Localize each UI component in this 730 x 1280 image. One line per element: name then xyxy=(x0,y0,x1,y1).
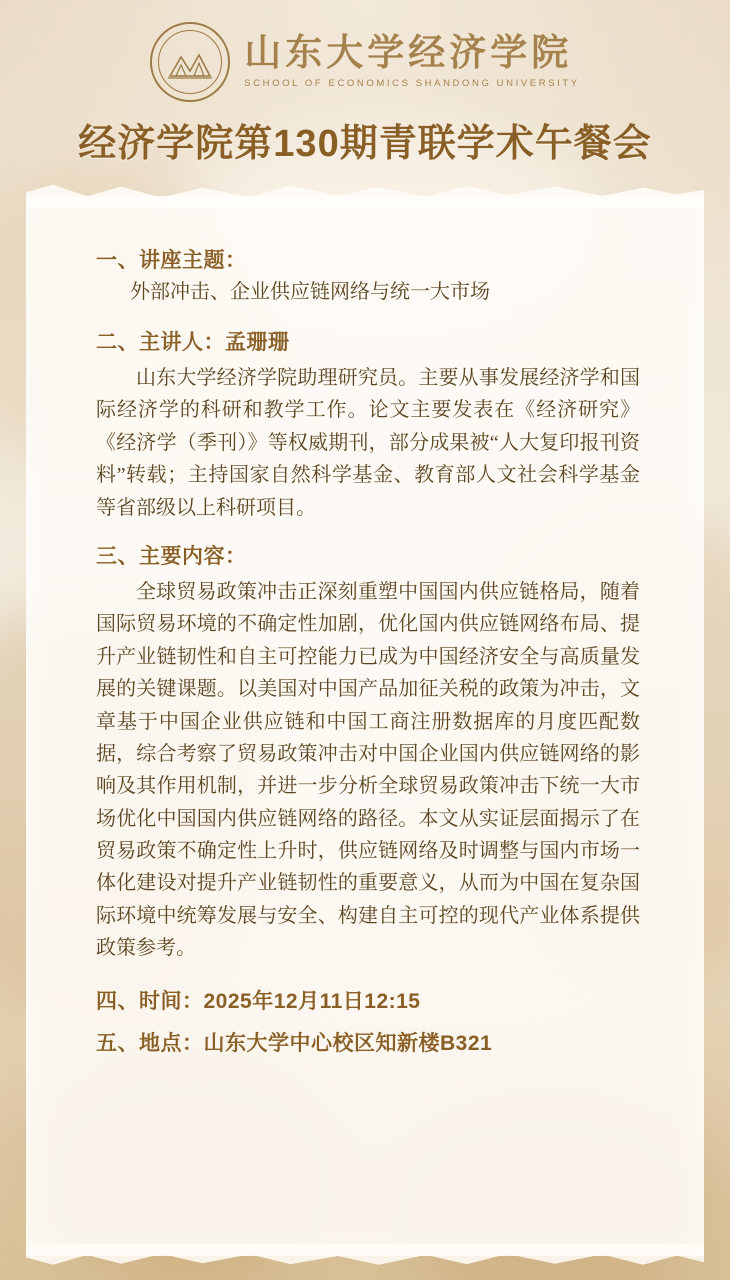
university-crest-icon xyxy=(150,22,230,102)
section-3-heading: 三、主要内容： xyxy=(96,544,247,568)
school-name-en: SCHOOL OF ECONOMICS SHANDONG UNIVERSITY xyxy=(244,77,580,89)
section-2-body: 山东大学经济学院助理研究员。主要从事发展经济学和国际经济学的科研和教学工作。论文主要发表在《经济研究》《经济学（季刊）》等权威期刊，部分成果被“人大复印报刊资料”转载；主持国家自然科学基金、教育部人文社会科学基金等省部级以上科研项目。 xyxy=(96,367,640,519)
page-title: 经济学院第130期青联学术午餐会 xyxy=(78,123,652,165)
mountain-glyph-icon xyxy=(167,49,213,79)
event-time: 四、时间：2025年12月11日12:15 xyxy=(96,989,421,1013)
school-logo xyxy=(0,22,730,102)
section-1-body: 外部冲击、企业供应链网络与统一大市场 xyxy=(130,281,490,303)
school-name-cn: 山东大学经济学院 xyxy=(244,33,573,75)
section-2-heading: 二、主讲人：孟珊珊 xyxy=(96,331,290,354)
section-1-heading: 一、讲座主题： xyxy=(96,249,247,272)
school-name-block xyxy=(244,35,579,89)
event-location: 五、地点：山东大学中心校区知新楼B321 xyxy=(96,1031,493,1055)
section-3-body: 全球贸易政策冲击正深刻重塑中国国内供应链格局，随着国际贸易环境的不确定性加剧，优化国内供应链网络布局、提升产业链韧性和自主可控能力已成为中国经济安全与高质量发展的关键课题。以美国对中国产品加征关税的政策为冲击，文章基于中国企业供应链和中国工商注册数据库的月度匹配数据，综合考察了贸易政策冲击对中国企业国内供应链网络的影响及其作用机制，并进一步分析全球贸易政策冲击下统一大市场优化中国国内供应链网络的路径。本文从实证层面揭示了在贸易政策不确定性上升时，供应链网络及时调整与国内市场一体化建设对提升产业链韧性的重要意义，从而为中国在复杂国际环境中统筹发展与安全、构建自主可控的现代产业体系提供政策参考。 xyxy=(96,580,640,960)
poster-content xyxy=(96,244,640,1069)
